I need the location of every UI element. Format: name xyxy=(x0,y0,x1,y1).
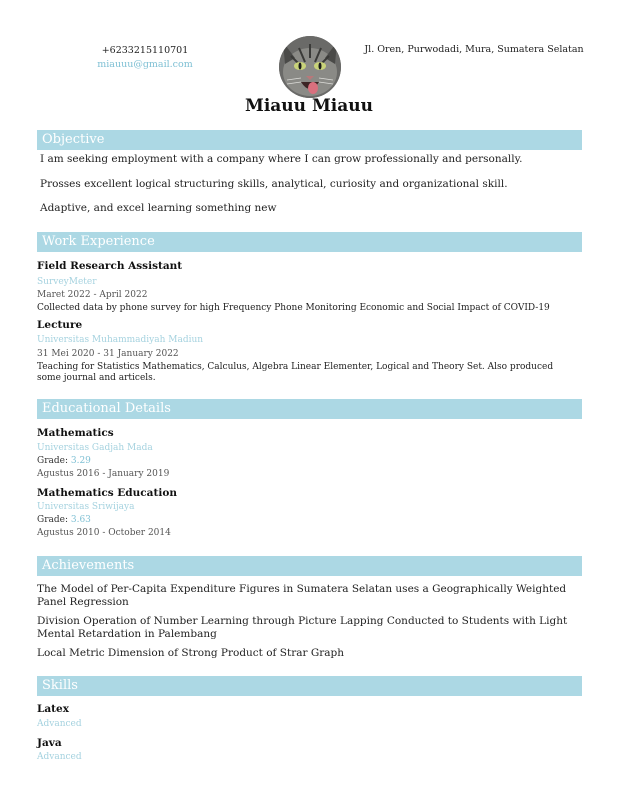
job-description: Teaching for Statistics Mathematics, Calculus, Algebra Linear Elementer, Logical and Theory Set. Also produced some journal and articels. xyxy=(37,362,554,383)
avatar xyxy=(279,36,341,98)
section-header-skills: Skills xyxy=(37,676,582,696)
job-period: Maret 2022 - April 2022 xyxy=(37,290,148,300)
degree-title: Mathematics Education xyxy=(37,487,177,499)
achievement-item: Division Operation of Number Learning through Picture Lapping Conducted to Students with Light Mental Retardation in Palembang xyxy=(37,615,568,640)
cat-photo-icon xyxy=(279,36,341,98)
objective-line: I am seeking employment with a company where I can grow professionally and personally. xyxy=(40,153,523,165)
achievement-item: The Model of Per-Capita Expenditure Figures in Sumatera Selatan uses a Geographically Weighted Panel Regression xyxy=(37,583,567,608)
contact-block xyxy=(80,44,210,72)
objective-line: Adaptive, and excel learning something new xyxy=(40,202,277,214)
skill-name: Latex xyxy=(37,703,69,715)
grade-line xyxy=(37,456,91,466)
job-company: Universitas Muhammadiyah Madiun xyxy=(37,335,204,345)
grade-label: Grade: xyxy=(37,456,68,466)
job-period: 31 Mei 2020 - 31 January 2022 xyxy=(37,349,179,359)
section-header-work: Work Experience xyxy=(37,232,582,252)
full-name: Miauu Miauu xyxy=(245,96,373,116)
section-header-objective: Objective xyxy=(37,130,582,150)
skill-level: Advanced xyxy=(37,752,82,762)
school-name: Universitas Gadjah Mada xyxy=(37,443,153,453)
grade-value: 3.63 xyxy=(70,515,91,525)
education-period: Agustus 2016 - January 2019 xyxy=(37,469,170,479)
job-title: Field Research Assistant xyxy=(37,260,183,272)
address: Jl. Oren, Purwodadi, Mura, Sumatera Selatan xyxy=(364,44,584,55)
school-name: Universitas Sriwijaya xyxy=(37,502,135,512)
phone-number: +6233215110701 xyxy=(101,45,189,56)
section-header-achievements: Achievements xyxy=(37,556,582,576)
grade-value: 3.29 xyxy=(70,456,91,466)
email-link[interactable]: miauuu@gmail.com xyxy=(97,59,193,70)
grade-line xyxy=(37,515,91,525)
skill-name: Java xyxy=(37,737,62,749)
achievement-item: Local Metric Dimension of Strong Product of Strar Graph xyxy=(37,647,344,659)
skill-level: Advanced xyxy=(37,719,82,729)
objective-line: Prosses excellent logical structuring skills, analytical, curiosity and organizational skill. xyxy=(40,178,508,190)
job-description: Collected data by phone survey for high Frequency Phone Monitoring Economic and Social Impact of COVID-19 xyxy=(37,303,550,313)
degree-title: Mathematics xyxy=(37,427,114,439)
grade-label: Grade: xyxy=(37,515,68,525)
job-title: Lecture xyxy=(37,319,83,331)
education-period: Agustus 2010 - October 2014 xyxy=(37,528,171,538)
section-header-education: Educational Details xyxy=(37,399,582,419)
job-company: SurveyMeter xyxy=(37,277,97,287)
